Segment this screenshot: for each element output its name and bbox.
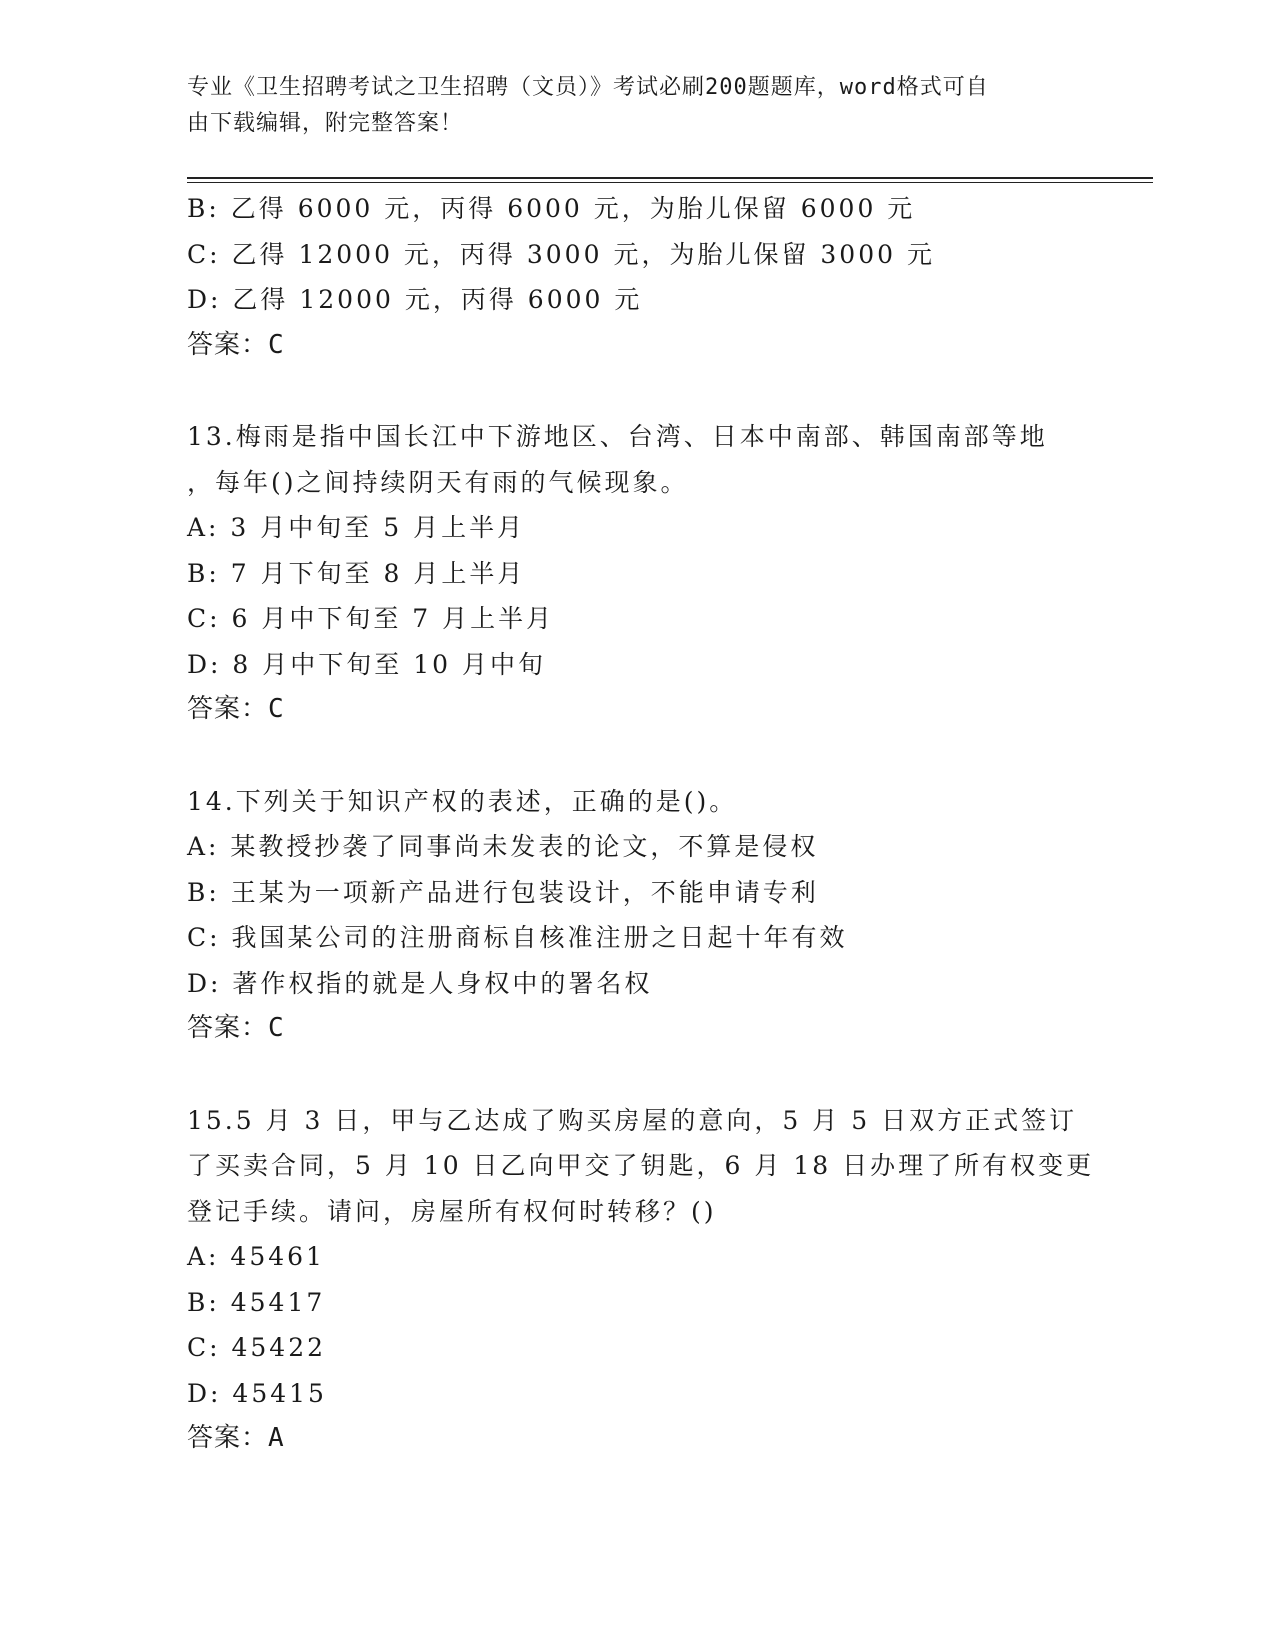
option-b: B: 王某为一项新产品进行包装设计，不能申请专利 — [187, 877, 819, 907]
option-d: D: 8 月中下旬至 10 月中旬 — [187, 649, 546, 679]
answer-label: 答案：C — [187, 694, 285, 724]
question-list — [187, 186, 1095, 1462]
option-d: D: 著作权指的就是人身权中的署名权 — [187, 968, 653, 998]
question-13 — [187, 414, 1087, 733]
option-a: A: 45461 — [187, 1242, 325, 1271]
question-stem-line-1: 13.梅雨是指中国长江中下游地区、台湾、日本中南部、韩国南部等地 — [187, 422, 1048, 451]
option-a: A: 3 月中旬至 5 月上半月 — [187, 513, 526, 542]
option-c: C: 6 月中下旬至 7 月上半月 — [187, 604, 555, 633]
document-header — [187, 70, 1067, 142]
spacer — [187, 1052, 1087, 1098]
option-c: C: 45422 — [187, 1333, 327, 1362]
question-stem-line-1: 14.下列关于知识产权的表述，正确的是()。 — [187, 786, 738, 816]
option-c: C: 乙得 12000 元，丙得 3000 元，为胎儿保留 3000 元 — [187, 239, 935, 269]
question-12 — [187, 186, 1087, 368]
question-stem-line-2: ，每年()之间持续阴天有雨的气候现象。 — [187, 467, 689, 497]
header-divider — [187, 177, 1153, 179]
header-divider-thin — [187, 182, 1153, 183]
header-title-line-2: 由下载编辑，附完整答案！ — [187, 111, 464, 136]
option-a: A: 某教授抄袭了同事尚未发表的论文，不算是侵权 — [187, 832, 819, 861]
question-stem-line-3: 登记手续。请问，房屋所有权何时转移？() — [187, 1196, 717, 1226]
question-14 — [187, 779, 1087, 1052]
header-title-line-1: 专业《卫生招聘考试之卫生招聘（文员）》考试必刷200题题库，word格式可自 — [187, 75, 989, 100]
question-stem-line-2: 了买卖合同，5 月 10 日乙向甲交了钥匙，6 月 18 日办理了所有权变更 — [187, 1151, 1095, 1180]
spacer — [187, 733, 1087, 779]
answer-label: 答案：C — [187, 1013, 285, 1043]
option-c: C: 我国某公司的注册商标自核准注册之日起十年有效 — [187, 923, 848, 952]
answer-label: 答案：C — [187, 329, 285, 360]
option-b: B: 45417 — [187, 1287, 326, 1317]
question-15 — [187, 1098, 1095, 1462]
option-b: B: 乙得 6000 元，丙得 6000 元，为胎儿保留 6000 元 — [187, 194, 916, 223]
option-d: D: 45415 — [187, 1378, 327, 1408]
answer-label: 答案：A — [187, 1423, 285, 1453]
question-stem-line-1: 15.5 月 3 日，甲与乙达成了购买房屋的意向，5 月 5 日双方正式签订 — [187, 1105, 1078, 1135]
option-b: B: 7 月下旬至 8 月上半月 — [187, 558, 526, 588]
spacer — [187, 368, 1087, 414]
option-d: D: 乙得 12000 元，丙得 6000 元 — [187, 285, 643, 314]
